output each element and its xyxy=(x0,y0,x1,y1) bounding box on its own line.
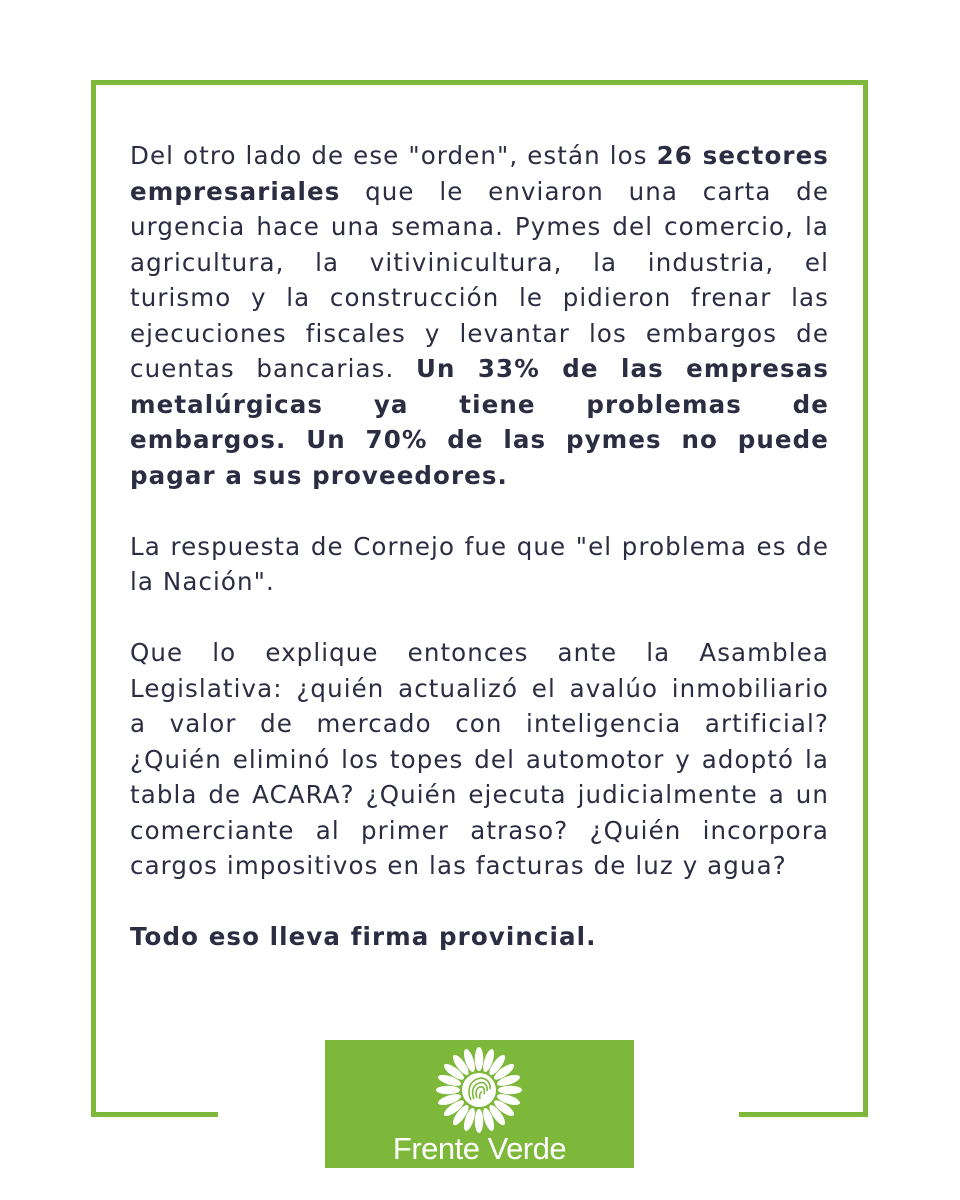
sunflower-petal xyxy=(475,1047,483,1071)
frame-top-border xyxy=(91,80,868,85)
p1-bold-2: Un 33% de las empresas metalúrgicas ya tiene problemas de embargos. Un 70% de las pymes no puede pagar a sus proveedores. xyxy=(130,354,830,490)
paragraph-2: La respuesta de Cornejo fue que "el problema es de la Nación". xyxy=(130,531,829,596)
frame-left-border xyxy=(91,80,96,1117)
sunflower-petal xyxy=(475,1109,483,1133)
paragraph-3: Que lo explique entonces ante la Asamblea Legislativa: ¿quién actualizó el avalúo inmobiliario a valor de mercado con inteligencia artificial? ¿Quién eliminó los topes del automotor y adoptó la tabla de ACARA? ¿Quién ejecuta judicialmente a un comerciante al primer atraso? ¿Quién incorpora cargos impositivos en las facturas de luz y agua? xyxy=(130,638,829,880)
p1-text-2: que le enviaron una carta de urgencia hace una semana. Pymes del comercio, la agricultura, la vitivinicultura, la industria, el turismo y la construcción le pidieron frenar las ejecuciones fiscales y levantar los embargos de cuentas bancarias. xyxy=(130,176,829,383)
frame-right-border xyxy=(863,80,868,1117)
p1-bold-1: 26 sectores empresariales xyxy=(130,141,829,206)
sunflower-petal xyxy=(498,1086,522,1094)
frame-bottom-right-border xyxy=(739,1112,868,1117)
logo-text: Frente Verde xyxy=(392,1131,567,1166)
sunflower-petal xyxy=(436,1086,460,1094)
body-text xyxy=(130,138,829,990)
p4-bold: Todo eso lleva firma provincial. xyxy=(130,922,597,951)
p1-text-1: Del otro lado de ese "orden", están los xyxy=(130,141,657,170)
sunflower-icon xyxy=(433,1044,525,1136)
frame-bottom-left-border xyxy=(91,1112,218,1117)
frente-verde-logo xyxy=(325,1040,634,1168)
paragraph-4 xyxy=(130,919,829,955)
paragraph-1 xyxy=(130,138,829,493)
